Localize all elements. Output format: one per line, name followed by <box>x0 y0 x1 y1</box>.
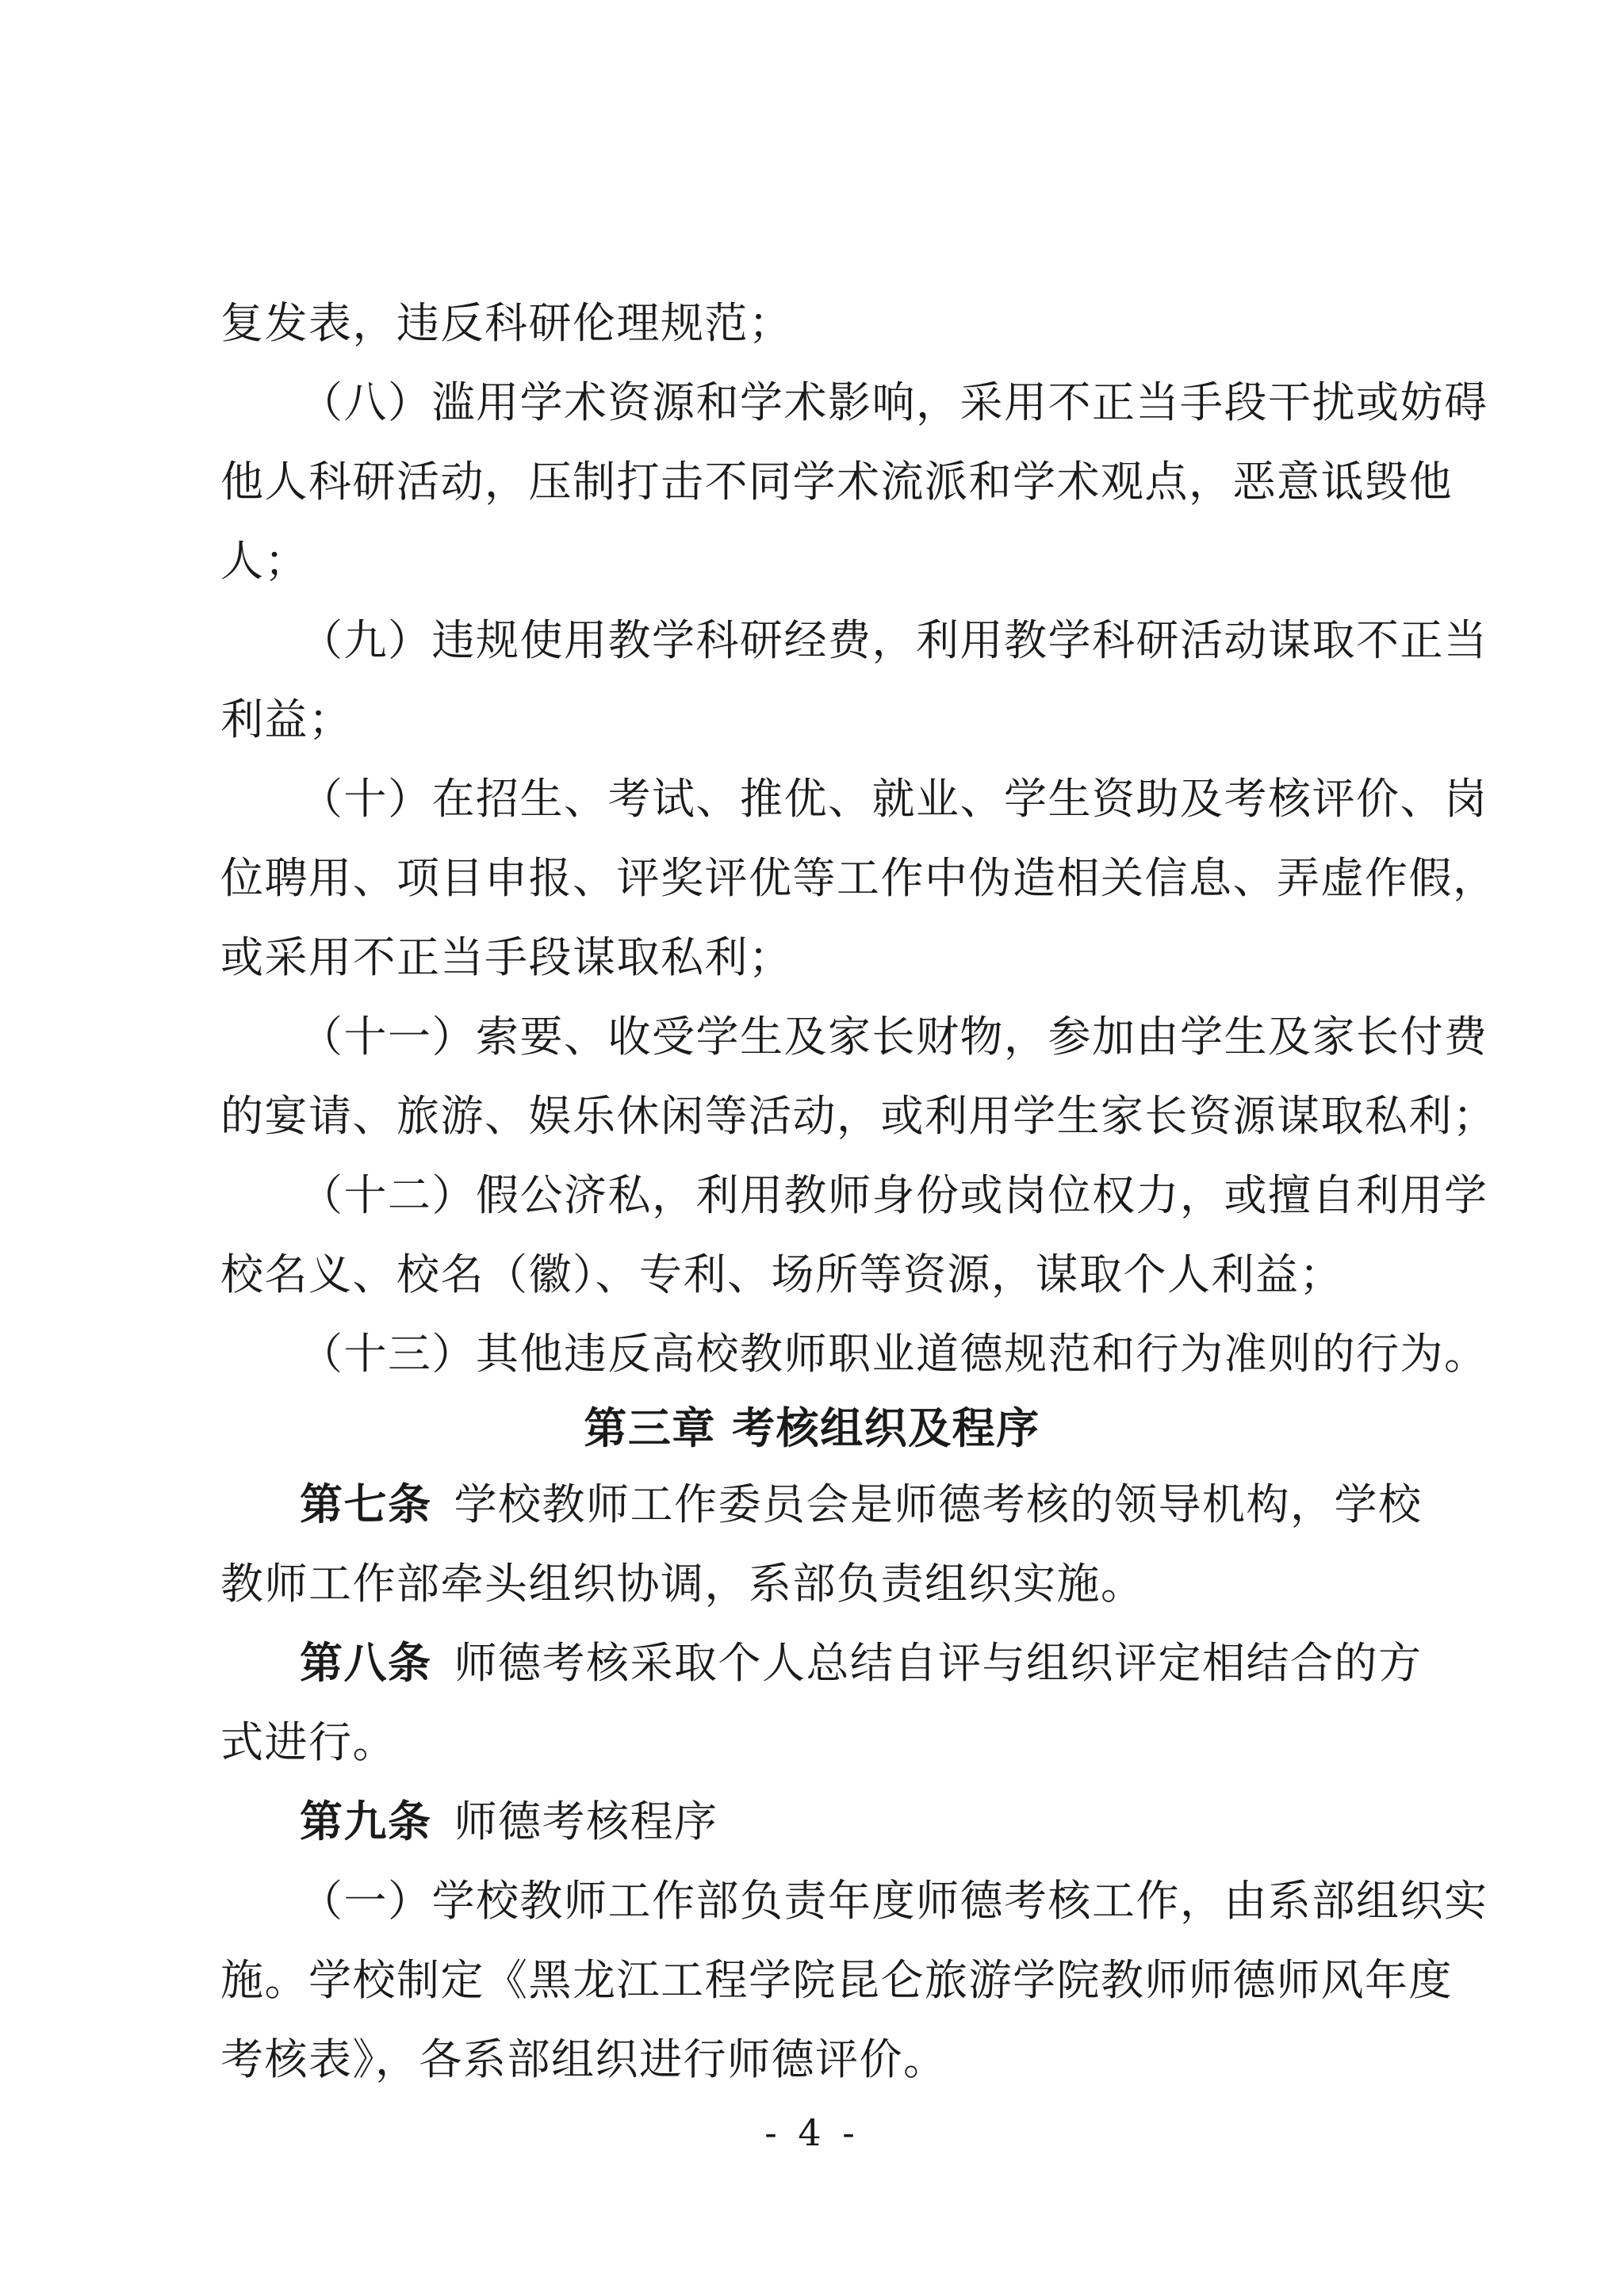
article-text: 学校教师工作委员会是师德考核的领导机构，学校 <box>454 1479 1423 1529</box>
page-number: - 4 - <box>764 2111 860 2154</box>
text-line: 人； <box>220 536 308 586</box>
text-line: 施。学校制定《黑龙江工程学院昆仑旅游学院教师师德师风年度 <box>220 1955 1453 2005</box>
text-line: 位聘用、项目申报、评奖评优等工作中伪造相关信息、弄虚作假， <box>220 853 1497 903</box>
text-line: 复发表，违反科研伦理规范； <box>220 298 793 348</box>
text-line: （九）违规使用教学科研经费，利用教学科研活动谋取不正当 <box>300 615 1488 665</box>
text-line: 利益； <box>220 695 353 744</box>
text-line: （一）学校教师工作部负责年度师德考核工作，由系部组织实 <box>300 1876 1488 1926</box>
text-line: 教师工作部牵头组织协调，系部负责组织实施。 <box>220 1559 1145 1609</box>
text-line: 的宴请、旅游、娱乐休闲等活动，或利用学生家长资源谋取私利； <box>220 1091 1497 1141</box>
chapter-heading: 第三章 考核组织及程序 <box>584 1403 1040 1453</box>
text-line: 或采用不正当手段谋取私利； <box>220 932 793 982</box>
article-7 <box>300 1476 1423 1533</box>
article-9 <box>300 1793 1410 1850</box>
text-line: （十二）假公济私，利用教师身份或岗位权力，或擅自利用学 <box>300 1170 1488 1220</box>
text-line: （八）滥用学术资源和学术影响，采用不正当手段干扰或妨碍 <box>300 377 1488 427</box>
article-label: 第七条 <box>300 1479 432 1529</box>
article-text: 师德考核采取个人总结自评与组织评定相结合的方 <box>454 1638 1423 1688</box>
article-8 <box>300 1635 1423 1692</box>
text-line: 校名义、校名（徽）、专利、场所等资源，谋取个人利益； <box>220 1249 1343 1299</box>
text-line: （十）在招生、考试、推优、就业、学生资助及考核评价、岗 <box>300 774 1488 824</box>
text-line: （十三）其他违反高校教师职业道德规范和行为准则的行为。 <box>300 1329 1488 1379</box>
article-label: 第八条 <box>300 1638 432 1688</box>
text-line: 他人科研活动，压制打击不同学术流派和学术观点，恶意诋毁他 <box>220 457 1453 507</box>
text-line: 式进行。 <box>220 1717 396 1767</box>
article-text: 师德考核程序 <box>454 1797 718 1846</box>
text-line: 考核表》，各系部组织进行师德评价。 <box>220 2034 948 2084</box>
text-line: （十一）索要、收受学生及家长财物，参加由学生及家长付费 <box>300 1012 1488 1062</box>
article-label: 第九条 <box>300 1797 432 1846</box>
